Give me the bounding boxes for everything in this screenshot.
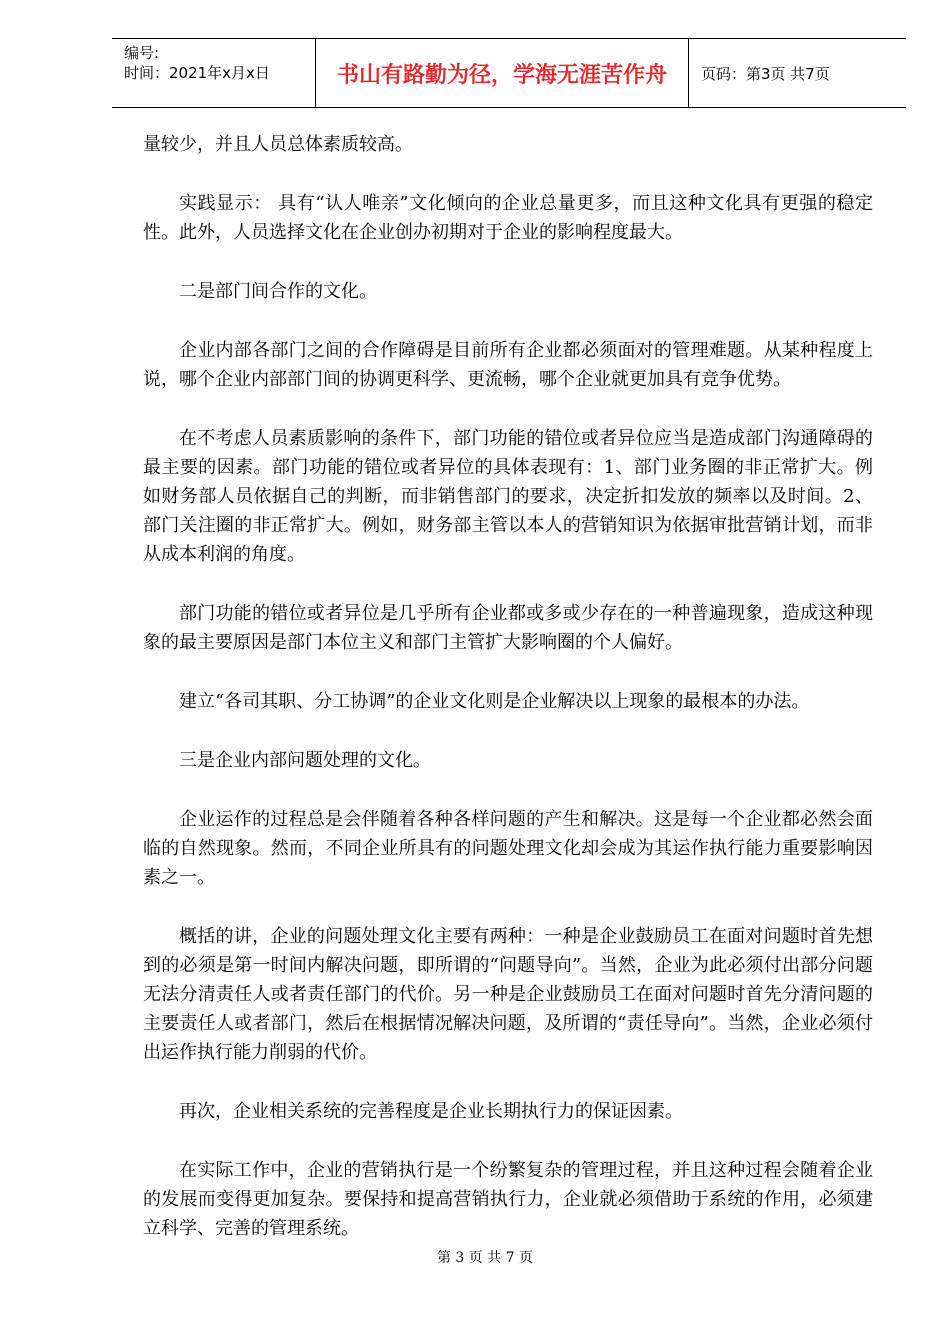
header-meta <box>112 39 316 107</box>
paragraph: 建立“各司其职、分工协调”的企业文化则是企业解决以上现象的最根本的办法。 <box>179 691 810 712</box>
section-heading: 三是企业内部问题处理的文化。 <box>179 750 431 771</box>
paragraph: 部门功能的错位或者异位是几乎所有企业都或多或少存在的一种普遍现象，造成这种现象的最主要原因是部门本位主义和部门主管扩大影响圈的个人偏好。 <box>143 603 873 653</box>
page-header <box>112 38 906 108</box>
serial-label: 编号: <box>124 44 160 62</box>
paragraph: 概括的讲，企业的问题处理文化主要有两种：一种是企业鼓励员工在面对问题时首先想到的必须是第一时间内解决问题，即所谓的“问题导向”。当然，企业为此必须付出部分问题无法分清责任人或者责任部门的代价。另一种是企业鼓励员工在面对问题时首先分清问题的主要责任人或者部门，然后在根据情况解决问题，及所谓的“责任导向”。当然，企业必须付出运作执行能力削弱的代价。 <box>143 926 873 1063</box>
paragraph: 在不考虑人员素质影响的条件下，部门功能的错位或者异位应当是造成部门沟通障碍的最主要的因素。部门功能的错位或者异位的具体表现有：1、部门业务圈的非正常扩大。例如财务部人员依据自己的判断，而非销售部门的要求，决定折扣发放的频率以及时间。2、部门关注圈的非正常扩大。例如，财务部主管以本人的营销知识为依据审批营销计划，而非从成本利润的角度。 <box>143 428 873 565</box>
paragraph: 企业运作的过程总是会伴随着各种各样问题的产生和解决。这是每一个企业都必然会面临的自然现象。然而，不同企业所具有的问题处理文化却会成为其运作执行能力重要影响因素之一。 <box>143 809 873 888</box>
paragraph: 实践显示： 具有“认人唯亲”文化倾向的企业总量更多，而且这种文化具有更强的稳定性。此外，人员选择文化在企业创办初期对于企业的影响程度最大。 <box>143 193 873 243</box>
paragraph: 再次，企业相关系统的完善程度是企业长期执行力的保证因素。 <box>179 1101 683 1122</box>
header-page-info: 页码：第3页 共7页 <box>701 64 830 83</box>
paragraph: 企业内部各部门之间的合作障碍是目前所有企业都必须面对的管理难题。从某种程度上说，哪个企业内部部门间的协调更科学、更流畅，哪个企业就更加具有竞争优势。 <box>143 340 873 390</box>
time-label: 时间：2021年x月x日 <box>124 64 270 82</box>
paragraph: 量较少，并且人员总体素质较高。 <box>143 134 413 155</box>
paragraph: 在实际工作中，企业的营销执行是一个纷繁复杂的管理过程，并且这种过程会随着企业的发展而变得更加复杂。要保持和提高营销执行力，企业就必须借助于系统的作用，必须建立科学、完善的管理系统。 <box>143 1160 873 1239</box>
header-motto: 书山有路勤为径，学海无涯苦作舟 <box>316 39 689 107</box>
section-heading: 二是部门间合作的文化。 <box>179 281 377 302</box>
document-body <box>143 130 873 1273</box>
page-footer: 第 3 页 共 7 页 <box>436 1250 534 1266</box>
